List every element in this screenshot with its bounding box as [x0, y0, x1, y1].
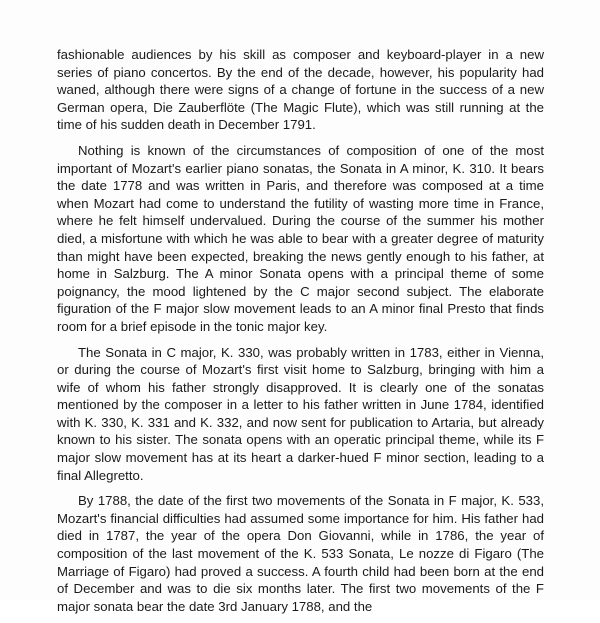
paragraph-continuation: fashionable audiences by his skill as composer and keyboard-player in a new series of piano concertos. By the end of the decade, however, his popularity had waned, although there were signs of a change of fortune in the success of a new German opera, Die Zauberflöte (The Magic Flute), which was still running at the time of his sudden death in December 1791. — [57, 47, 544, 133]
paragraph-sonata-c-major: The Sonata in C major, K. 330, was probably written in 1783, either in Vienna, or during the course of Mozart's first visit home to Salzburg, bringing with him a wife of whom his father strongly disapproved. It is clearly one of the sonatas mentioned by the composer in a letter to his father written in June 1784, identified with K. 330, K. 331 and K. 332, and now sent for publication to Artaria, but already known to his sister. The sonata opens with an operatic principal theme, while its F major slow movement has at its heart a darker-hued F minor section, leading to a final Allegretto. — [57, 344, 544, 483]
body-text — [57, 46, 544, 623]
paragraph-sonata-f-major: By 1788, the date of the first two movements of the Sonata in F major, K. 533, Mozart's financial difficulties had assumed some importance for him. His father had died in 1787, the year of the opera Don Giovanni, while in 1786, the year of composition of the last movement of the K. 533 Sonata, Le nozze di Figaro (The Marriage of Figaro) had proved a success. A fourth child had been born at the end of December and was to die six months later. The first two movements of the F major sonata bear the date 3rd January 1788, and the — [57, 493, 544, 614]
paragraph-sonata-a-minor: Nothing is known of the circumstances of composition of one of the most important of Mozart's earlier piano sonatas, the Sonata in A minor, K. 310. It bears the date 1778 and was written in Paris, and therefore was composed at a time when Mozart had come to understand the futility of wasting more time in France, where he felt himself undervalued. During the course of the summer his mother died, a misfortune with which he was able to bear with a greater degree of maturity than might have been expected, breaking the news gently enough to his father, at home in Salzburg. The A minor Sonata opens with a principal theme of some poignancy, the mood lightened by the C major second subject. The elaborate figuration of the F major slow movement leads to an A minor final Presto that finds room for a brief episode in the tonic major key. — [57, 142, 544, 334]
